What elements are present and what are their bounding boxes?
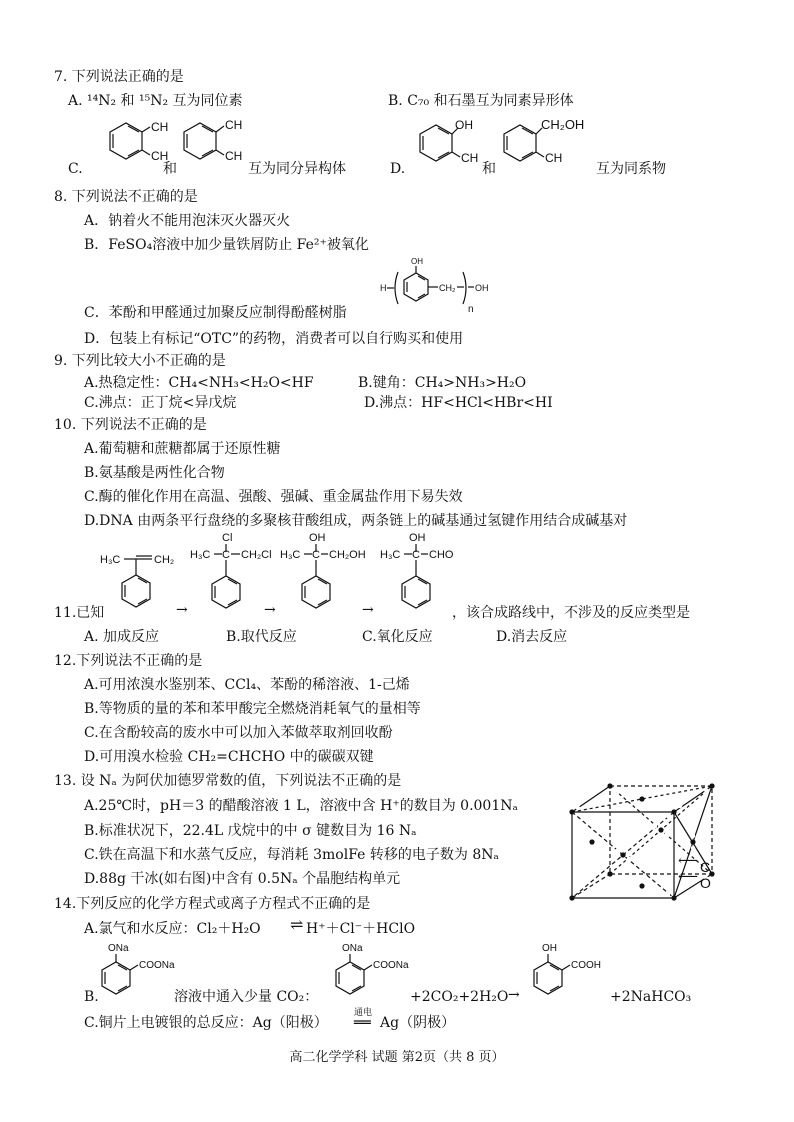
q13-option-c: C.铁在高温下和水蒸气反应，每消耗 3molFe 转移的电子数为 8Nₐ xyxy=(84,847,499,863)
q11-stem-tail: ，该合成路线中，不涉及的反应类型是 xyxy=(452,605,690,621)
q14-option-b-arrow: → xyxy=(508,987,520,1003)
q8-option-c: C．苯酚和甲醛通过加聚反应制得酚醛树脂 xyxy=(84,305,347,321)
q14-option-c-equal: ══ xyxy=(354,1015,371,1031)
coona-label: COONa xyxy=(139,960,175,971)
q14-option-b-label: B. xyxy=(84,989,99,1005)
oh-label: OH xyxy=(409,532,426,544)
q7-option-d-and: 和 xyxy=(482,161,496,177)
q9-option-b: B.键角：CH₄>NH₃>H₂O xyxy=(358,375,527,391)
q9-option-c: C.沸点：正丁烷<异戊烷 xyxy=(84,395,237,411)
arrow-to-o-label: ⟵ xyxy=(678,869,699,885)
h3c-label: H₃C xyxy=(280,549,301,561)
q13-option-b: B.标准状况下，22.4L 戊烷中的中 σ 键数目为 16 Nₐ xyxy=(84,823,417,839)
reaction-arrow: → xyxy=(362,602,374,618)
q14-option-b-tail: +2NaHCO₃ xyxy=(610,989,692,1005)
o-cresol-structure xyxy=(410,118,490,178)
reaction-arrow: → xyxy=(176,602,188,618)
ch2oh-label: CH₂OH xyxy=(541,117,585,132)
page-footer: 高二化学学科 试题 第2页（共 8 页） xyxy=(289,1050,505,1065)
methyl-label: CH xyxy=(225,118,243,132)
methyl-label: CH xyxy=(151,120,169,134)
resin-n-label: n xyxy=(468,304,474,315)
q7-stem: 7. 下列说法正确的是 xyxy=(54,69,184,85)
svg-text:C: C xyxy=(222,549,230,561)
q13-stem: 13. 设 Nₐ 为阿伏加德罗常数的值，下列说法不正确的是 xyxy=(54,773,402,789)
resin-ch2-label: CH₂ xyxy=(439,283,456,293)
q13-option-a: A.25℃时，pH＝3 的醋酸溶液 1 L，溶液中含 H⁺的数目为 0.001Nₐ xyxy=(84,798,518,814)
oh-label: OH xyxy=(309,532,326,544)
resin-oh-end-label: OH xyxy=(475,283,489,293)
resin-oh-label: OH xyxy=(411,257,423,266)
svg-text:C: C xyxy=(412,549,420,561)
oh-label: OH xyxy=(542,943,557,954)
ona-label: ONa xyxy=(108,943,129,954)
q8-option-b: B．FeSO₄溶液中加少量铁屑防止 Fe²⁺被氧化 xyxy=(84,237,369,253)
reaction-arrow: → xyxy=(264,602,276,618)
q11-option-b: B.取代反应 xyxy=(226,629,297,645)
q9-option-d: D.沸点：HF<HCl<HBr<HI xyxy=(364,395,553,411)
q10-option-c: C.酶的催化作用在高温、强酸、强碱、重金属盐作用下易失效 xyxy=(84,489,463,505)
q11-stem: 11.已知 xyxy=(54,605,105,621)
q7-option-c-and: 和 xyxy=(163,161,177,177)
carbon-label: C xyxy=(700,859,711,875)
q14-option-c-left: C.铜片上电镀银的总反应：Ag（阳极） xyxy=(84,1015,328,1031)
ch2-label: CH₂ xyxy=(154,554,175,566)
q14-option-b-reagents: +2CO₂+2H₂O xyxy=(410,989,509,1005)
cooh-label: COOH xyxy=(571,960,601,971)
q12-option-a: A.可用浓溴水鉴别苯、CCl₄、苯酚的稀溶液、1-己烯 xyxy=(84,677,410,693)
q13-option-d: D.88g 干冰(如右图)中含有 0.5Nₐ 个晶胞结构单元 xyxy=(84,871,401,887)
q12-option-b: B.等物质的量的苯和苯甲酸完全燃烧消耗氧气的量相等 xyxy=(84,701,421,717)
q7-option-d-label: D. xyxy=(390,161,406,177)
q14-option-a-left: A.氯气和水反应：Cl₂＋H₂O xyxy=(84,921,261,937)
cl-label: Cl xyxy=(222,532,233,544)
q14-option-a-right: H⁺＋Cl⁻＋HClO xyxy=(306,921,416,937)
q14-stem: 14.下列反应的化学方程式或离子方程式不正确的是 xyxy=(54,896,371,912)
ona-label: ONa xyxy=(342,943,363,954)
q11-option-c: C.氧化反应 xyxy=(362,629,433,645)
q9-stem: 9. 下列比较大小不正确的是 xyxy=(54,353,226,369)
q9-option-a: A.热稳定性：CH₄<NH₃<H₂O<HF xyxy=(84,375,314,391)
q8-option-a: A．钠着火不能用泡沫灭火器灭火 xyxy=(84,213,291,229)
q14-option-c-condition: 通电 xyxy=(354,1008,373,1018)
q10-stem: 10. 下列说法不正确的是 xyxy=(54,417,207,433)
svg-text:C: C xyxy=(312,549,320,561)
cho-label: CHO xyxy=(429,549,454,561)
q7-option-c-label: C. xyxy=(68,161,83,177)
resin-h-label: H xyxy=(380,283,387,293)
methyl-label: CH xyxy=(545,151,563,165)
q14-option-c-right: Ag（阴极） xyxy=(380,1015,456,1031)
methyl-label: CH xyxy=(461,151,479,165)
ch2cl-label: CH₂Cl xyxy=(241,549,272,561)
q7-option-d-text: 互为同系物 xyxy=(596,161,666,177)
methyl-label: CH xyxy=(225,149,243,163)
o-xylene-structure-1 xyxy=(90,118,170,178)
equilibrium-arrow: ⇌ xyxy=(290,915,304,934)
h3c-label: H₃C xyxy=(100,554,121,566)
q12-option-c: C.在含酚较高的废水中可以加入苯做萃取剂回收酚 xyxy=(84,725,393,741)
h3c-label: H₃C xyxy=(380,549,401,561)
q11-option-a: A. 加成反应 xyxy=(84,629,160,645)
q12-option-d: D.可用溴水检验 CH₂=CHCHO 中的碳碳双键 xyxy=(84,749,374,765)
ch2oh-label: CH₂OH xyxy=(329,549,366,561)
q7-option-c-text: 互为同分异构体 xyxy=(248,161,346,177)
hydroxyl-label: OH xyxy=(455,118,473,132)
coona-label: COONa xyxy=(373,960,409,971)
oxygen-label: O xyxy=(700,875,711,891)
arrow-to-c-label: ⟵ xyxy=(678,853,699,869)
q12-stem: 12.下列说法不正确的是 xyxy=(54,653,203,669)
q10-option-a: A.葡萄糖和蔗糖都属于还原性糖 xyxy=(84,441,281,457)
q11-option-d: D.消去反应 xyxy=(496,629,568,645)
q8-stem: 8. 下列说法不正确的是 xyxy=(54,189,198,205)
q14-option-b-mid: 溶液中通入少量 CO₂： xyxy=(174,989,319,1005)
h3c-label: H₃C xyxy=(190,549,211,561)
q7-option-a: A. ¹⁴N₂ 和 ¹⁵N₂ 互为同位素 xyxy=(68,93,243,109)
q8-option-d: D．包装上有标记“OTC”的药物，消费者可以自行购买和使用 xyxy=(84,331,464,347)
q10-option-b: B.氨基酸是两性化合物 xyxy=(84,465,225,481)
phenolic-resin-structure xyxy=(380,254,540,315)
o-xylene-structure-2 xyxy=(172,118,252,178)
o-methylbenzyl-alcohol-structure xyxy=(494,118,604,178)
q10-option-d: D.DNA 由两条平行盘绕的多聚核苷酸组成，两条链上的碱基通过氢键作用结合成碱基对 xyxy=(84,513,628,529)
methyl-label: CH xyxy=(151,149,169,163)
q7-option-b: B. C₇₀ 和石墨互为同素异形体 xyxy=(388,93,574,109)
